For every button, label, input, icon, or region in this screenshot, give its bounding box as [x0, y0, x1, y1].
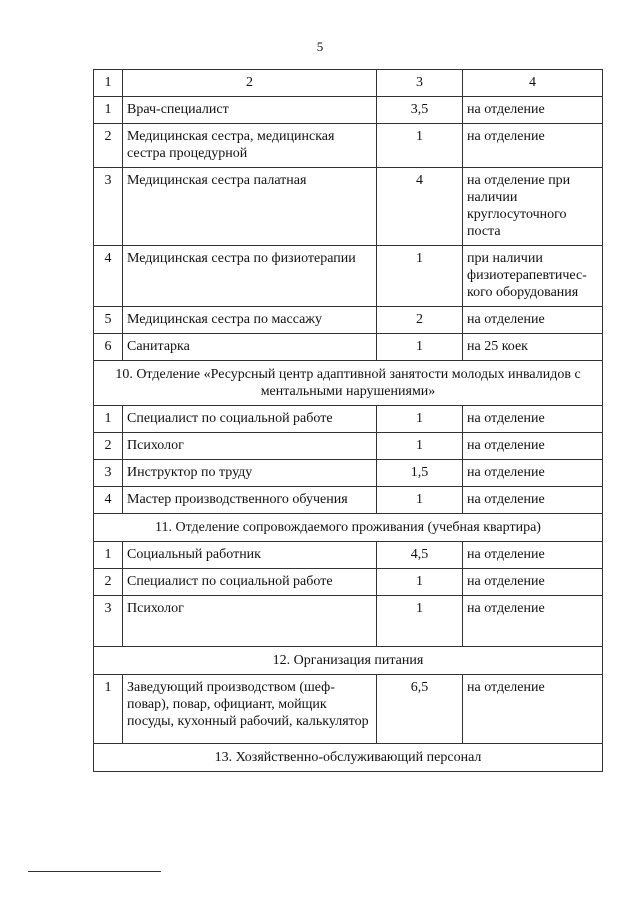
staff-quantity: 4,5 [377, 542, 463, 569]
column-number: 3 [377, 70, 463, 97]
norm-basis: на отделение [463, 675, 603, 744]
table-row [94, 246, 603, 307]
row-number: 1 [94, 97, 123, 124]
position-name: Заведующий производством (шеф-повар), повар, официант, мойщик посуды, кухонный рабочий, калькулятор [123, 675, 377, 744]
position-name: Врач-специалист [123, 97, 377, 124]
position-name: Психолог [123, 433, 377, 460]
staff-quantity: 1,5 [377, 460, 463, 487]
section-header-row [94, 647, 603, 675]
position-name: Специалист по социальной работе [123, 406, 377, 433]
table-row [94, 460, 603, 487]
staffing-table [93, 69, 603, 772]
table-row [94, 406, 603, 433]
section-title: 11. Отделение сопровождаемого проживания (учебная квартира) [94, 514, 603, 542]
norm-basis: на отделение при наличии круглосуточного поста [463, 168, 603, 246]
table-row [94, 97, 603, 124]
row-number: 2 [94, 124, 123, 168]
norm-basis: при наличии физиотерапевтичес-кого оборудования [463, 246, 603, 307]
position-name: Инструктор по труду [123, 460, 377, 487]
row-number: 1 [94, 675, 123, 744]
column-number: 4 [463, 70, 603, 97]
row-number: 2 [94, 433, 123, 460]
table-row [94, 124, 603, 168]
section-header-row [94, 744, 603, 772]
table-row [94, 569, 603, 596]
norm-basis: на отделение [463, 569, 603, 596]
position-name: Мастер производственного обучения [123, 487, 377, 514]
section-header-row [94, 514, 603, 542]
position-name: Медицинская сестра по физиотерапии [123, 246, 377, 307]
position-name: Социальный работник [123, 542, 377, 569]
row-number: 2 [94, 569, 123, 596]
footnote-separator [28, 871, 161, 872]
position-name: Медицинская сестра палатная [123, 168, 377, 246]
row-number: 3 [94, 168, 123, 246]
staff-quantity: 1 [377, 596, 463, 647]
table-row [94, 596, 603, 647]
staff-quantity: 1 [377, 124, 463, 168]
section-title: 13. Хозяйственно-обслуживающий персонал [94, 744, 603, 772]
column-number-row [94, 70, 603, 97]
norm-basis: на отделение [463, 307, 603, 334]
row-number: 5 [94, 307, 123, 334]
staff-quantity: 4 [377, 168, 463, 246]
staff-quantity: 6,5 [377, 675, 463, 744]
row-number: 3 [94, 460, 123, 487]
position-name: Медицинская сестра, медицинская сестра процедурной [123, 124, 377, 168]
table-row [94, 675, 603, 744]
position-name: Санитарка [123, 334, 377, 361]
table-row [94, 542, 603, 569]
norm-basis: на отделение [463, 460, 603, 487]
row-number: 4 [94, 487, 123, 514]
norm-basis: на отделение [463, 97, 603, 124]
staffing-table-body [94, 70, 603, 772]
position-name: Психолог [123, 596, 377, 647]
table-row [94, 433, 603, 460]
norm-basis: на отделение [463, 596, 603, 647]
staff-quantity: 1 [377, 246, 463, 307]
table-row [94, 487, 603, 514]
section-header-row [94, 361, 603, 406]
position-name: Специалист по социальной работе [123, 569, 377, 596]
row-number: 1 [94, 542, 123, 569]
norm-basis: на отделение [463, 487, 603, 514]
norm-basis: на отделение [463, 542, 603, 569]
section-title: 10. Отделение «Ресурсный центр адаптивной занятости молодых инвалидов с ментальными нарушениями» [94, 361, 603, 406]
table-row [94, 307, 603, 334]
table-row [94, 334, 603, 361]
staff-quantity: 1 [377, 334, 463, 361]
norm-basis: на отделение [463, 124, 603, 168]
norm-basis: на 25 коек [463, 334, 603, 361]
row-number: 3 [94, 596, 123, 647]
staff-quantity: 1 [377, 406, 463, 433]
column-number: 1 [94, 70, 123, 97]
row-number: 4 [94, 246, 123, 307]
position-name: Медицинская сестра по массажу [123, 307, 377, 334]
staff-quantity: 2 [377, 307, 463, 334]
norm-basis: на отделение [463, 406, 603, 433]
page-number: 5 [316, 39, 324, 54]
row-number: 1 [94, 406, 123, 433]
table-row [94, 168, 603, 246]
staff-quantity: 1 [377, 433, 463, 460]
section-title: 12. Организация питания [94, 647, 603, 675]
norm-basis: на отделение [463, 433, 603, 460]
staff-quantity: 1 [377, 487, 463, 514]
staff-quantity: 3,5 [377, 97, 463, 124]
staff-quantity: 1 [377, 569, 463, 596]
column-number: 2 [123, 70, 377, 97]
row-number: 6 [94, 334, 123, 361]
